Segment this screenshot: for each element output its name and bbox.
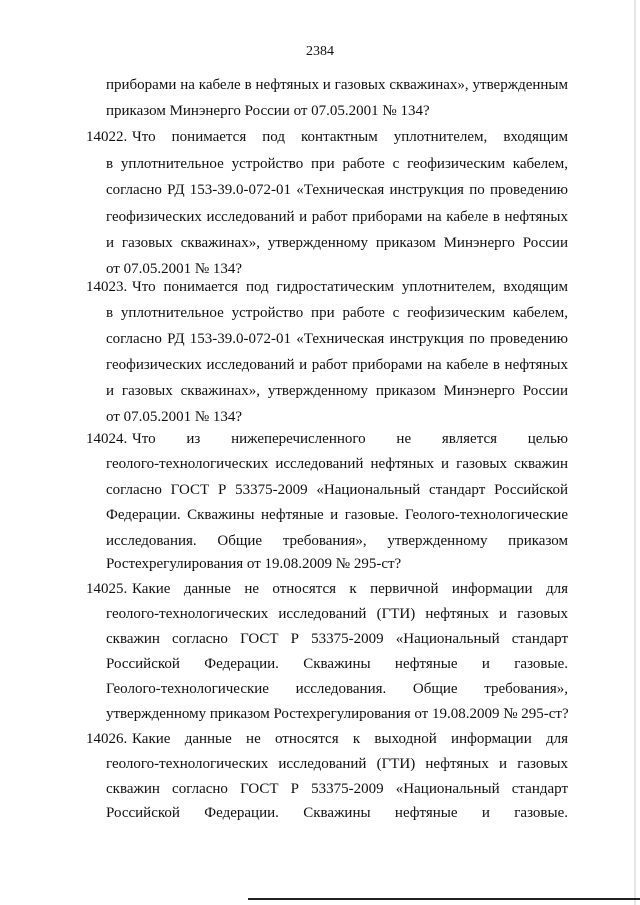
text-line: Ростехрегулирования от 19.08.2009 № 295-ст? [106,556,402,572]
text-line: Что из нижеперечисленного не является целью [132,431,568,447]
text-line: в уплотнительное устройство при работе с геофизическим кабелем, [106,156,568,172]
text-line: скважин согласно ГОСТ Р 53375-2009 «Национальный стандарт [106,781,568,797]
text-line: геолого-технологических исследований (ГТИ) нефтяных и газовых [106,756,568,772]
text-line: и газовых скважинах», утвержденному приказом Минэнерго России [106,383,568,399]
text-line: утвержденному приказом Ростехрегулирования от 19.08.2009 № 295-ст? [106,706,569,722]
text-line: и газовых скважинах», утвержденному приказом Минэнерго России [106,235,568,251]
text-line: Российской Федерации. Скважины нефтяные и газовые. [106,656,568,672]
text-line: геофизических исследований и работ приборами на кабеле в нефтяных [106,357,568,373]
scan-edge-right [634,0,636,905]
text-line: Что понимается под гидростатическим уплотнителем, входящим [132,279,568,295]
text-line: согласно РД 153-39.0-072-01 «Техническая инструкция по проведению [106,182,568,198]
text-line: согласно РД 153-39.0-072-01 «Техническая инструкция по проведению [106,331,568,347]
text-line: Российской Федерации. Скважины нефтяные и газовые. [106,805,568,821]
text-line: скважин согласно ГОСТ Р 53375-2009 «Национальный стандарт [106,631,568,647]
text-line: согласно ГОСТ Р 53375-2009 «Национальный стандарт Российской [106,482,568,498]
text-line: приборами на кабеле в нефтяных и газовых скважинах», утвержденным [106,77,568,93]
text-line: Геолого-технологические исследования. Общие требования», [106,681,568,697]
text-line: от 07.05.2001 № 134? [106,261,243,277]
text-line: Какие данные не относятся к выходной информации для [132,731,568,747]
text-line: Какие данные не относятся к первичной информации для [132,581,568,597]
page-number: 2384 [306,44,334,59]
text-line: приказом Минэнерго России от 07.05.2001 № 134? [106,103,430,119]
question-number: 14024. [86,431,128,447]
text-line: от 07.05.2001 № 134? [106,409,243,425]
question-number: 14025. [86,581,128,597]
text-line: в уплотнительное устройство при работе с геофизическим кабелем, [106,305,568,321]
question-number: 14026. [86,731,128,747]
text-line: геолого-технологических исследований нефтяных и газовых скважин [106,456,568,472]
text-line: Что понимается под контактным уплотнителем, входящим [132,129,568,145]
text-line: геолого-технологических исследований (ГТИ) нефтяных и газовых [106,606,568,622]
text-line: геофизических исследований и работ приборами на кабеле в нефтяных [106,209,568,225]
scan-edge-bottom [248,898,640,900]
text-line: Федерации. Скважины нефтяные и газовые. Геолого-технологические [106,507,568,523]
question-number: 14022. [86,129,128,145]
question-number: 14023. [86,279,128,295]
text-line: исследования. Общие требования», утвержденному приказом [106,533,568,549]
